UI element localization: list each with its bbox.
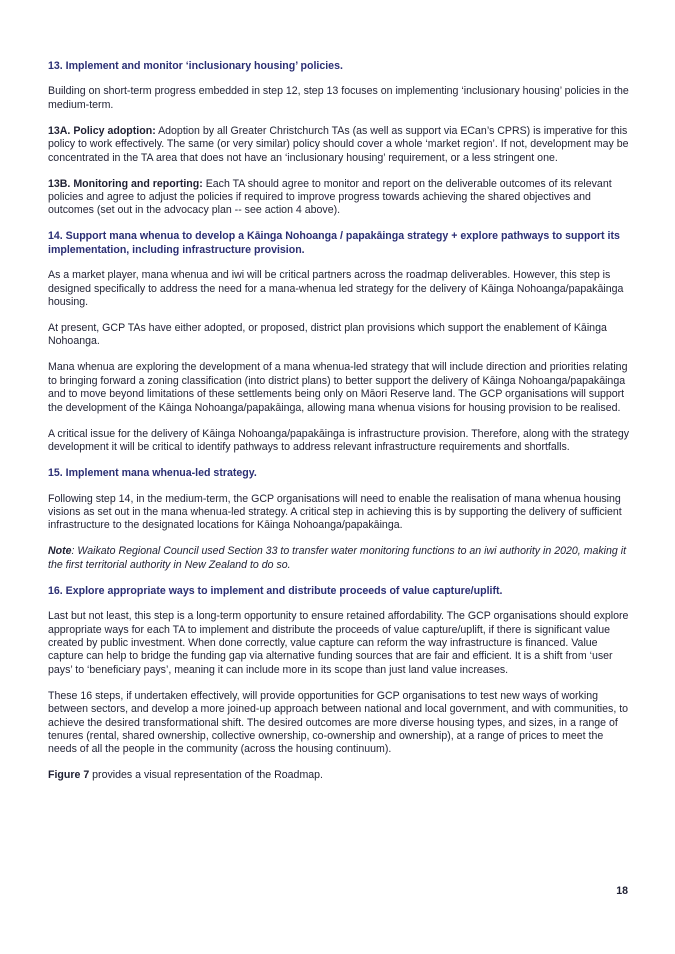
figure-7-reference: Figure 7 (48, 769, 90, 782)
note-label: Note (48, 545, 72, 558)
section-13b-text: Each TA should agree to monitor and report on the deliverable outcomes of its relevant policies and agree to adjust the policies if required to improve progress towards achieving the shared objectives and outcomes (set out in the advocacy plan -- see action 4 above). (48, 177, 612, 217)
section-16-heading: 16. Explore appropriate ways to implement and distribute proceeds of value capture/uplift. (48, 584, 503, 597)
figure-reference-text: provides a visual representation of the Roadmap. (89, 769, 324, 782)
section-16-paragraph-1: Last but not least, this step is a long-term opportunity to ensure retained affordability. The GCP organisations should explore appropriate ways for each TA to implement and distribute the proceeds of value capture/uplift, if there is significant value created by public investment. When done correctly, value capture can reform the way infrastructure is financed. Value capture can help to bridge the funding gap via alternative funding sources that are fair and efficient. It is a shift from ‘user pays’ to ‘beneficiary pays’, meaning it can include more in its scope than just land value increases. (48, 610, 629, 676)
section-14-paragraph-1: As a market player, mana whenua and iwi will be critical partners across the roadmap deliverables. However, this step is designed specifically to address the need for a mana-whenua led strategy for the delivery of Kāinga Nohoanga/papakāinga housing. (48, 269, 624, 309)
section-14-paragraph-4: A critical issue for the delivery of Kāinga Nohoanga/papakāinga is infrastructure provision. Therefore, along with the strategy development it will be critical to identify pathways to address relevant infrastructure requirements and shortfalls. (48, 427, 630, 454)
section-16-paragraph-2: These 16 steps, if undertaken effectively, will provide opportunities for GCP organisations to test new ways of working between sectors, and develop a more joined-up approach between national and local government, and with communities, to achieve the desired transformational shift. The desired outcomes are more diverse housing types, and sizes, in a range of tenures (rental, shared ownership, collective ownership, co-ownership and ownership), at a range of prices to meet the needs of all the people in the community (across the housing continuum). (48, 689, 629, 756)
section-13-heading: 13. Implement and monitor ‘inclusionary housing’ policies. (48, 60, 343, 72)
section-15-heading: 15. Implement mana whenua-led strategy. (48, 467, 257, 480)
section-13a-label: 13A. Policy adoption: (48, 124, 156, 137)
note-text: : Waikato Regional Council used Section 33 to transfer water monitoring functions to an iwi authority in 2020, making it the first territorial authority in New Zealand to do so. (48, 545, 627, 571)
section-14-heading: 14. Support mana whenua to develop a Kāinga Nohoanga / papakāinga strategy + explore pathways to support its implementation, including infrastructure provision. (48, 230, 620, 256)
section-14-paragraph-2: At present, GCP TAs have either adopted, or proposed, district plan provisions which support the enablement of Kāinga Nohoanga. (48, 322, 607, 348)
section-13a-text: Adoption by all Greater Christchurch TAs (as well as support via ECan’s CPRS) is imperative for this policy to work effectively. The same (or very similar) policy should cover a whole ‘market region’. If not, development may be concentrated in the TA area that does not have an ‘inclusionary housing’ requirement, or a less stringent one. (48, 124, 629, 164)
figure-reference-paragraph (48, 769, 630, 782)
page-content (48, 60, 630, 795)
section-15-paragraph-1: Following step 14, in the medium-term, the GCP organisations will need to enable the realisation of mana whenua housing visions as set out in the mana whenua-led strategy. A critical step in achieving this is by supporting the delivery of sufficient infrastructure to the designated locations for Kāinga Nohoanga/papakāinga. (48, 492, 622, 532)
section-13b-paragraph (48, 178, 630, 218)
section-13a-paragraph (48, 125, 630, 165)
section-13b-label: 13B. Monitoring and reporting: (48, 177, 203, 190)
section-15-note (48, 545, 630, 572)
section-13-intro: Building on short-term progress embedded in step 12, step 13 focuses on implementing ‘inclusionary housing’ policies in the medium-term. (48, 85, 629, 111)
page-number: 18 (616, 885, 628, 897)
section-14-paragraph-3: Mana whenua are exploring the development of a mana whenua-led strategy that will include direction and priorities relating to bringing forward a zoning classification (into district plans) to better support the delivery of Kāinga Nohoanga/papakāinga and to move beyond limitations of these settlements being only on Māori Reserve land. The GCP organisations will support the development of the Kāinga Nohoanga/papakāinga, allowing mana whenua visions for housing provision to be realised. (48, 361, 628, 414)
